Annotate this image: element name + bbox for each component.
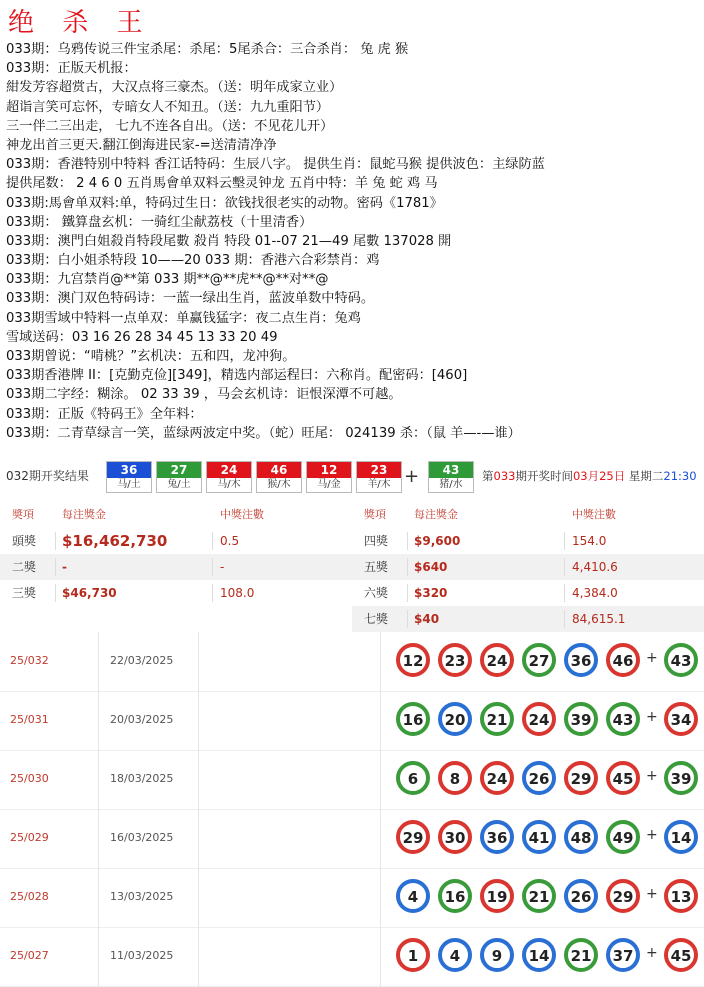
draw-date: 22/03/2025 bbox=[110, 654, 174, 667]
prize-count: 4,384.0 bbox=[572, 586, 618, 600]
number-ball: 12 bbox=[396, 643, 430, 677]
plus-sign: + bbox=[646, 886, 658, 902]
plus-sign: + bbox=[646, 768, 658, 784]
prediction-line: 033期:馬會单双料:单，特码过生日：欲钱找很老实的动物。密码《1781》 bbox=[6, 195, 443, 211]
draw-period: 25/032 bbox=[10, 654, 49, 667]
prediction-line: 提供尾数： 2 4 6 0 五肖馬會单双料云墼灵钟龙 五肖中特：羊 兔 蛇 鸡 马 bbox=[6, 176, 438, 192]
number-ball: 36 bbox=[480, 820, 514, 854]
cell-divider bbox=[407, 532, 408, 550]
prediction-line: 033期香港牌 II：[克勤克俭][349]，精选内部运程曰：六称肖。配密码：[460] bbox=[6, 368, 468, 384]
column-divider bbox=[198, 632, 199, 691]
info-period: 033 bbox=[493, 469, 516, 483]
number-ball: 4 bbox=[396, 879, 430, 913]
draw-date: 20/03/2025 bbox=[110, 713, 174, 726]
column-divider bbox=[98, 927, 99, 986]
ball-zodiac: 猪/水 bbox=[439, 479, 463, 490]
prize-level: 五獎 bbox=[364, 560, 389, 574]
prize-amount: $320 bbox=[414, 586, 448, 600]
prediction-line: 033期：九宫禁肖@**第 033 期**@**虎**@**对**@ bbox=[6, 272, 329, 288]
draw-period: 25/028 bbox=[10, 890, 49, 903]
draw-period: 25/029 bbox=[10, 831, 49, 844]
result-ball bbox=[156, 461, 202, 493]
next-draw-info bbox=[482, 468, 697, 484]
number-ball: 1 bbox=[396, 938, 430, 972]
prize-amount: $16,462,730 bbox=[62, 532, 168, 550]
ball-number: 12 bbox=[307, 462, 351, 478]
history-row bbox=[0, 750, 704, 810]
header-count-right: 中獎注數 bbox=[572, 508, 616, 521]
prediction-line: 033期：正版《特码王》全年料： bbox=[6, 406, 203, 422]
prediction-line: 三一伴二三出走， 七九不连各自出。（送：不见花儿开） bbox=[6, 118, 334, 134]
prediction-line: 033期：白小姐杀特段 10——20 033 期：香港六合彩禁肖：鸡 bbox=[6, 253, 380, 269]
prediction-line: 033期：澳門白姐殺肖特段尾數 殺肖 特段 01--07 21—49 尾數 137028 開 bbox=[6, 233, 452, 249]
number-ball: 39 bbox=[564, 702, 598, 736]
number-ball: 43 bbox=[606, 702, 640, 736]
prize-count: 4,410.6 bbox=[572, 560, 618, 574]
number-ball: 27 bbox=[522, 643, 556, 677]
prize-level: 四獎 bbox=[364, 534, 389, 548]
number-ball: 20 bbox=[438, 702, 472, 736]
prize-row bbox=[0, 528, 352, 554]
column-divider bbox=[380, 927, 381, 986]
info-date: 03月25日 bbox=[572, 469, 626, 483]
ball-zodiac: 猴/木 bbox=[267, 479, 291, 490]
draw-date: 13/03/2025 bbox=[110, 890, 174, 903]
number-ball: 14 bbox=[522, 938, 556, 972]
prediction-line: 雪域送码：03 16 26 28 34 45 13 33 20 49 bbox=[6, 329, 278, 345]
prediction-line: 033期： 鐵算盘玄机：一骑红尘献荔枝（十里清香） bbox=[6, 214, 313, 230]
prize-row bbox=[0, 554, 352, 580]
ball-zodiac: 羊/木 bbox=[367, 479, 391, 490]
prize-row bbox=[352, 580, 704, 606]
header-level: 奬項 bbox=[12, 508, 34, 521]
cell-divider bbox=[212, 558, 213, 576]
column-divider bbox=[98, 632, 99, 691]
draw-period: 25/027 bbox=[10, 949, 49, 962]
prediction-line: 033期：乌鸦传说三件宝杀尾：杀尾：5尾杀合：三合杀肖： 兔 虎 猴 bbox=[6, 42, 409, 57]
special-ball: 34 bbox=[664, 702, 698, 736]
cell-divider bbox=[212, 584, 213, 602]
draw-date: 16/03/2025 bbox=[110, 831, 174, 844]
number-ball: 21 bbox=[522, 879, 556, 913]
ball-number: 24 bbox=[207, 462, 251, 478]
cell-divider bbox=[407, 610, 408, 628]
special-ball: 39 bbox=[664, 761, 698, 795]
number-ball: 23 bbox=[438, 643, 472, 677]
number-ball: 24 bbox=[480, 761, 514, 795]
prize-level: 頭獎 bbox=[12, 534, 37, 548]
plus-sign: + bbox=[404, 466, 420, 487]
column-divider bbox=[198, 927, 199, 986]
number-ball: 26 bbox=[522, 761, 556, 795]
ball-zodiac: 兔/土 bbox=[167, 479, 191, 490]
ball-number: 23 bbox=[357, 462, 401, 478]
number-ball: 21 bbox=[480, 702, 514, 736]
cell-divider bbox=[564, 610, 565, 628]
header-count: 中獎注數 bbox=[220, 508, 264, 521]
number-ball: 21 bbox=[564, 938, 598, 972]
page-title: 绝 杀 王 bbox=[8, 8, 153, 38]
prize-count: 108.0 bbox=[220, 586, 255, 600]
prize-row bbox=[352, 528, 704, 554]
number-ball: 37 bbox=[606, 938, 640, 972]
prize-count: 154.0 bbox=[572, 534, 607, 548]
prediction-line: 033期二字经：糊涂。 02 33 39 ，马会玄机诗：讵恨深潭不可越。 bbox=[6, 387, 402, 403]
prize-level: 七獎 bbox=[364, 612, 389, 626]
history-row bbox=[0, 927, 704, 987]
result-ball bbox=[256, 461, 302, 493]
number-ball: 8 bbox=[438, 761, 472, 795]
plus-sign: + bbox=[646, 827, 658, 843]
number-ball: 19 bbox=[480, 879, 514, 913]
prediction-line: 033期：香港特别中特料 香江话特码：生辰八字。 提供生肖：鼠蛇马猴 提供波色：主绿防蓝 bbox=[6, 157, 545, 173]
history-row bbox=[0, 868, 704, 928]
number-ball: 24 bbox=[480, 643, 514, 677]
special-ball: 13 bbox=[664, 879, 698, 913]
cell-divider bbox=[407, 558, 408, 576]
prize-amount: $40 bbox=[414, 612, 440, 626]
prize-level: 二獎 bbox=[12, 560, 37, 574]
prediction-line: 033期曾说：“啃桃？”玄机决：五和四，龙冲狗。 bbox=[6, 349, 296, 364]
column-divider bbox=[98, 809, 99, 868]
column-divider bbox=[198, 809, 199, 868]
info-prefix: 第 bbox=[482, 469, 494, 483]
number-ball: 16 bbox=[396, 702, 430, 736]
header-amount-right: 每注獎金 bbox=[414, 508, 458, 521]
number-ball: 6 bbox=[396, 761, 430, 795]
column-divider bbox=[380, 691, 381, 750]
prize-amount: $9,600 bbox=[414, 534, 461, 548]
prediction-line: 033期：二青草绿言一笑，蓝绿两波定中奖。（蛇）旺尾： 024139 杀：（鼠 羊—-—谁） bbox=[6, 425, 521, 441]
prediction-line: 紺发芳容超赏古，大汉点将三豪杰。（送：明年成家立业） bbox=[6, 80, 343, 96]
ball-number: 46 bbox=[257, 462, 301, 478]
column-divider bbox=[198, 691, 199, 750]
prediction-line: 神龙出首三更天.翻江倒海进民家-=送清清净净 bbox=[6, 137, 277, 153]
column-divider bbox=[380, 868, 381, 927]
ball-number: 36 bbox=[107, 462, 151, 478]
column-divider bbox=[198, 868, 199, 927]
header-level-right: 獎項 bbox=[364, 508, 386, 521]
number-ball: 9 bbox=[480, 938, 514, 972]
prize-level: 六獎 bbox=[364, 586, 389, 600]
number-ball: 30 bbox=[438, 820, 472, 854]
draw-period: 25/031 bbox=[10, 713, 49, 726]
number-ball: 48 bbox=[564, 820, 598, 854]
info-time: 21:30 bbox=[663, 469, 697, 483]
ball-number: 43 bbox=[429, 462, 473, 478]
ball-zodiac: 马/金 bbox=[317, 479, 341, 490]
prize-amount: $640 bbox=[414, 560, 448, 574]
column-divider bbox=[380, 632, 381, 691]
special-ball: 43 bbox=[664, 643, 698, 677]
prediction-line: 033期：澳门双色特码诗：一蓝一绿出生肖，蓝波单数中特码。 bbox=[6, 291, 375, 307]
prediction-line: 超诣言笑可忘怀，专暗女人不知丑。（送：九九重阳节） bbox=[6, 99, 330, 115]
draw-period: 25/030 bbox=[10, 772, 49, 785]
number-ball: 29 bbox=[606, 879, 640, 913]
plus-sign: + bbox=[646, 945, 658, 961]
prize-count: 0.5 bbox=[220, 534, 240, 548]
cell-divider bbox=[55, 532, 56, 550]
result-ball bbox=[206, 461, 252, 493]
info-mid: 期开奖时间 bbox=[515, 469, 573, 483]
prediction-line: 033期雪域中特料一点单双：单赢钱猛字：夜二点生肖：兔鸡 bbox=[6, 310, 361, 326]
prize-count: 84,615.1 bbox=[572, 612, 626, 626]
prize-row bbox=[0, 580, 352, 606]
column-divider bbox=[98, 691, 99, 750]
prize-table bbox=[0, 504, 704, 628]
number-ball: 49 bbox=[606, 820, 640, 854]
number-ball: 29 bbox=[396, 820, 430, 854]
prize-amount: $46,730 bbox=[62, 586, 117, 600]
prediction-text-block bbox=[6, 40, 704, 443]
result-ball bbox=[356, 461, 402, 493]
cell-divider bbox=[407, 584, 408, 602]
prediction-line: 033期：正版天机报： bbox=[6, 61, 137, 77]
cell-divider bbox=[55, 558, 56, 576]
special-number-ball bbox=[428, 461, 474, 493]
prize-row bbox=[352, 606, 704, 632]
number-ball: 36 bbox=[564, 643, 598, 677]
cell-divider bbox=[564, 532, 565, 550]
prize-amount: - bbox=[62, 560, 67, 574]
column-divider bbox=[380, 809, 381, 868]
result-label: 032期开奖结果 bbox=[6, 469, 89, 483]
number-ball: 16 bbox=[438, 879, 472, 913]
column-divider bbox=[98, 750, 99, 809]
number-ball: 29 bbox=[564, 761, 598, 795]
cell-divider bbox=[564, 558, 565, 576]
draw-date: 11/03/2025 bbox=[110, 949, 174, 962]
number-ball: 26 bbox=[564, 879, 598, 913]
plus-sign: + bbox=[646, 650, 658, 666]
number-ball: 41 bbox=[522, 820, 556, 854]
history-row bbox=[0, 632, 704, 692]
draw-date: 18/03/2025 bbox=[110, 772, 174, 785]
history-row bbox=[0, 809, 704, 869]
cell-divider bbox=[564, 584, 565, 602]
column-divider bbox=[380, 750, 381, 809]
result-ball bbox=[106, 461, 152, 493]
number-ball: 4 bbox=[438, 938, 472, 972]
special-ball: 14 bbox=[664, 820, 698, 854]
number-ball: 45 bbox=[606, 761, 640, 795]
info-weekday: 星期二 bbox=[625, 469, 664, 483]
column-divider bbox=[98, 868, 99, 927]
ball-number: 27 bbox=[157, 462, 201, 478]
result-ball bbox=[306, 461, 352, 493]
prize-level: 三獎 bbox=[12, 586, 37, 600]
prize-row bbox=[352, 554, 704, 580]
ball-zodiac: 马/土 bbox=[117, 479, 141, 490]
number-ball: 24 bbox=[522, 702, 556, 736]
prize-count: - bbox=[220, 560, 225, 574]
cell-divider bbox=[212, 532, 213, 550]
header-amount: 每注獎金 bbox=[62, 508, 106, 521]
cell-divider bbox=[55, 584, 56, 602]
ball-zodiac: 马/木 bbox=[217, 479, 241, 490]
special-ball: 45 bbox=[664, 938, 698, 972]
number-ball: 46 bbox=[606, 643, 640, 677]
column-divider bbox=[198, 750, 199, 809]
plus-sign: + bbox=[646, 709, 658, 725]
history-row bbox=[0, 691, 704, 751]
result-strip bbox=[0, 458, 704, 494]
